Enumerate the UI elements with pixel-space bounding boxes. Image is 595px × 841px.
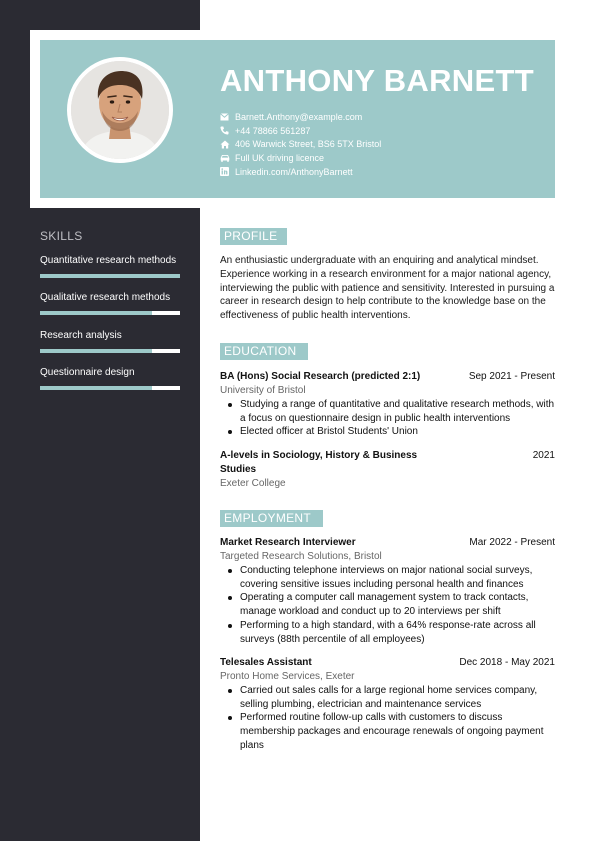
skill-bar-fill: [40, 311, 152, 315]
entry-bullets: [220, 684, 555, 753]
skill-bar: [40, 349, 180, 353]
contact-linkedin[interactable]: [220, 165, 381, 179]
list-item: Performed routine follow-up calls with customers to discuss membership packages and encourage renewals of ongoing payment plans: [220, 711, 555, 752]
entry-date: Sep 2021 - Present: [468, 371, 555, 382]
entry-title: A-levels in Sociology, History & Business Studies: [220, 450, 418, 475]
education-heading: EDUCATION: [220, 343, 308, 360]
contact-licence-text: Full UK driving licence: [235, 153, 325, 164]
entry-header: [220, 449, 555, 477]
employment-entry: [220, 536, 555, 647]
list-item: Conducting telephone interviews on major national social surveys, covering sensitive issues including personal health and finances: [220, 564, 555, 592]
skill-bar: [40, 274, 180, 278]
skill-bar: [40, 386, 180, 390]
entry-header: [220, 536, 555, 550]
contact-phone-text: +44 78866 561287: [235, 125, 311, 136]
list-item: Performing to a high standard, with a 64% response-rate across all surveys (88th percentile of all employees): [220, 619, 555, 647]
list-item: Carried out sales calls for a large regional home services company, selling plumbing, electrician and maintenance services: [220, 684, 555, 712]
skill-label: Qualitative research methods: [40, 292, 171, 303]
skill-bar-fill: [40, 274, 180, 278]
contact-address: [220, 138, 381, 152]
phone-icon: [220, 126, 235, 135]
linkedin-icon: [220, 167, 235, 176]
skill-bar: [40, 311, 180, 315]
entry-organisation: Exeter College: [220, 477, 286, 489]
car-icon: [220, 154, 235, 162]
contact-licence: [220, 151, 381, 165]
education-entry: [220, 449, 555, 490]
skill-item: [40, 367, 180, 390]
skill-label: Research analysis: [40, 330, 122, 341]
entry-title: Market Research Interviewer: [220, 537, 356, 548]
employment-heading: EMPLOYMENT: [220, 510, 323, 527]
skill-label: Questionnaire design: [40, 367, 135, 378]
entry-organisation: Pronto Home Services, Exeter: [220, 671, 355, 682]
home-icon: [220, 140, 235, 149]
entry-bullets: [220, 398, 555, 439]
employment-entry: [220, 656, 555, 753]
list-item: Operating a computer call management system to track contacts, manage workload and conduct up to 20 interviews per shift: [220, 591, 555, 619]
contact-phone[interactable]: [220, 124, 381, 138]
skill-item: [40, 292, 180, 315]
entry-bullets: [220, 564, 555, 647]
skill-label: Quantitative research methods: [40, 255, 177, 266]
entry-header: [220, 370, 555, 384]
skills-heading: SKILLS: [40, 229, 83, 243]
skill-bar-fill: [40, 349, 152, 353]
profile-photo: [71, 61, 169, 159]
profile-heading: PROFILE: [220, 228, 287, 245]
entry-date: 2021: [532, 450, 555, 461]
contact-list: [220, 110, 381, 179]
contact-email-text: Barnett.Anthony@example.com: [235, 111, 363, 122]
entry-date: Dec 2018 - May 2021: [459, 657, 555, 668]
skill-item: [40, 255, 180, 278]
entry-organisation: Targeted Research Solutions, Bristol: [220, 551, 382, 562]
entry-title: Telesales Assistant: [220, 657, 312, 668]
contact-linkedin-text: Linkedin.com/AnthonyBarnett: [235, 166, 353, 177]
list-item: Studying a range of quantitative and qualitative research methods, with a focus on questionnaire design in public health interventions: [220, 398, 555, 426]
entry-title: BA (Hons) Social Research (predicted 2:1): [220, 371, 421, 382]
profile-text: An enthusiastic undergraduate with an enquiring and analytical mindset. Experience working in a research environment for a major national agency, interviewing the public with patience and sensitivity. Interested in pursuing a career in research design to help contribute to the knowledge base on the effectiveness of public health interventions.: [220, 255, 555, 322]
entry-header: [220, 656, 555, 670]
entry-organisation: University of Bristol: [220, 385, 306, 396]
education-entry: [220, 370, 555, 439]
contact-email[interactable]: [220, 110, 381, 124]
skill-bar-fill: [40, 386, 152, 390]
list-item: Elected officer at Bristol Students' Union: [220, 425, 555, 439]
candidate-name: ANTHONY BARNETT: [220, 63, 534, 98]
skill-item: [40, 330, 180, 353]
entry-date: Mar 2022 - Present: [469, 537, 555, 548]
contact-address-text: 406 Warwick Street, BS6 5TX Bristol: [235, 139, 382, 150]
email-icon: [220, 113, 235, 121]
